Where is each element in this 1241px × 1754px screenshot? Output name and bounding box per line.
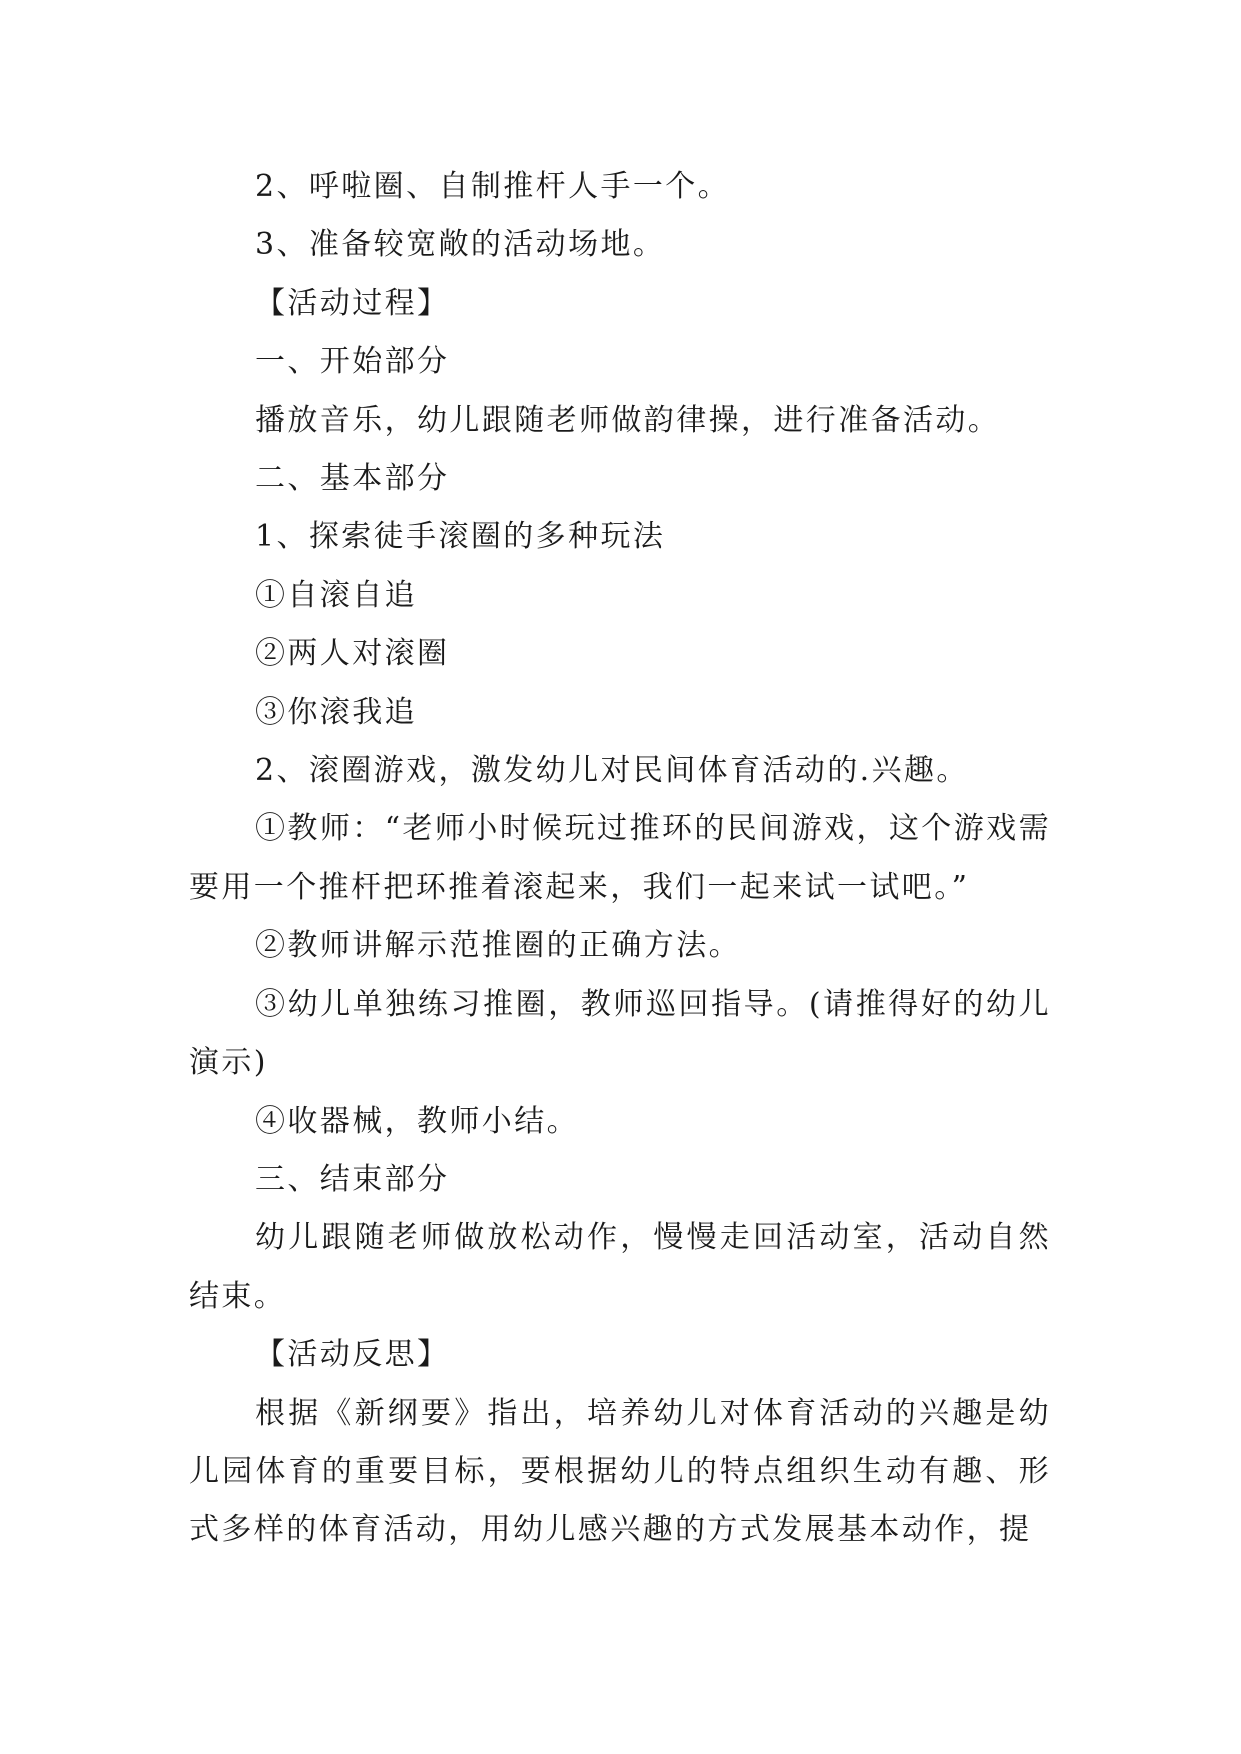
subheading-basic-part: 二、基本部分 <box>255 461 450 497</box>
paragraph-ending-text: 幼儿跟随老师做放松动作，慢慢走回活动室，活动自然结束。 <box>189 1220 1051 1314</box>
list-item-collect-equipment: ④收器械，教师小结。 <box>255 1103 579 1139</box>
subheading-ending-part: 三、结束部分 <box>255 1161 450 1197</box>
subheading-opening-part: 一、开始部分 <box>255 344 450 380</box>
paragraph-teacher-quote: ①教师：“老师小时候玩过推环的民间游戏，这个游戏需要用一个推杆把环推着滚起来，我们一起来试一试吧。” <box>189 811 1051 905</box>
list-item-child-practice: ③幼儿单独练习推圈，教师巡回指导。(请推得好的幼儿演示) <box>189 986 1051 1081</box>
document-body <box>189 158 1051 1560</box>
list-item-chase-roll: ③你滚我追 <box>255 694 417 730</box>
paragraph-opening-text: 播放音乐，幼儿跟随老师做韵律操，进行准备活动。 <box>255 402 1001 438</box>
paragraph-explore-rolling: 1、探索徒手滚圈的多种玩法 <box>255 519 666 555</box>
list-item-pair-roll: ②两人对滚圈 <box>255 636 450 672</box>
list-item-self-roll: ①自滚自追 <box>255 577 417 613</box>
paragraph-reflection-text: 根据《新纲要》指出，培养幼儿对体育活动的兴趣是幼儿园体育的重要目标，要根据幼儿的特点组织生动有趣、形式多样的体育活动，用幼儿感兴趣的方式发展基本动作，提 <box>189 1395 1051 1548</box>
list-item-teacher-demo: ②教师讲解示范推圈的正确方法。 <box>255 928 741 964</box>
paragraph-rolling-game: 2、滚圈游戏，激发幼儿对民间体育活动的.兴趣。 <box>255 753 969 789</box>
paragraph-materials-3: 3、准备较宽敞的活动场地。 <box>255 227 666 263</box>
section-heading-activity-reflection: 【活动反思】 <box>255 1337 450 1373</box>
section-heading-activity-process: 【活动过程】 <box>255 285 450 321</box>
paragraph-materials-2: 2、呼啦圈、自制推杆人手一个。 <box>255 169 731 204</box>
